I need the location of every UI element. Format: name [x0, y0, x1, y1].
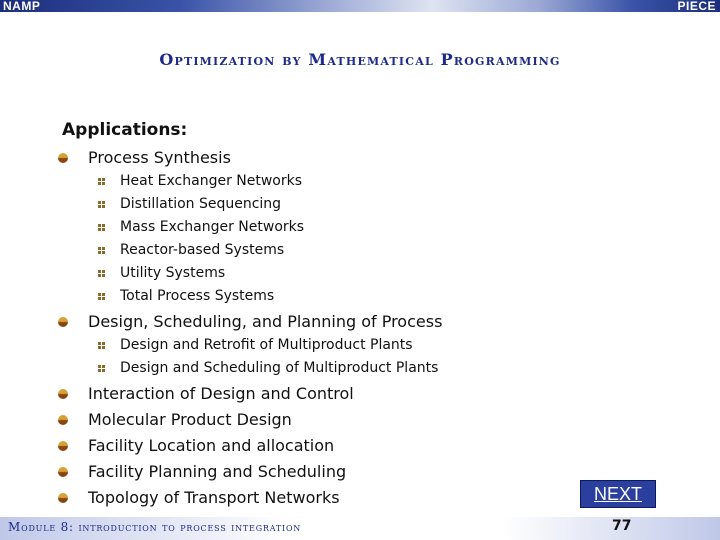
sub-bullet-icon: [98, 178, 105, 185]
bullet-icon: [58, 389, 68, 399]
bullet-icon: [58, 467, 68, 477]
list-item-design-control: Interaction of Design and Control: [88, 384, 354, 403]
list-item-process-synthesis: Process Synthesis: [88, 148, 231, 167]
sub-item: Utility Systems: [120, 265, 226, 281]
sub-item: Distillation Sequencing: [120, 196, 282, 212]
page-number: 77: [612, 518, 632, 534]
bullet-icon: [58, 493, 68, 503]
sub-bullet-icon: [98, 342, 105, 349]
header-left-label: NAMP: [3, 0, 41, 13]
bullet-icon: [58, 153, 68, 163]
sub-bullet-icon: [98, 293, 105, 300]
header-right-label: PIECE: [677, 0, 716, 13]
sub-bullet-icon: [98, 270, 105, 277]
sub-item: Mass Exchanger Networks: [120, 219, 305, 235]
slide-title: Optimization by Mathematical Programming: [159, 50, 561, 69]
list-item-facility-location: Facility Location and allocation: [88, 436, 335, 455]
sub-item: Total Process Systems: [120, 288, 275, 304]
sub-bullet-icon: [98, 247, 105, 254]
sub-item: Heat Exchanger Networks: [120, 173, 303, 189]
sub-item: Design and Scheduling of Multiproduct Plants: [120, 360, 439, 376]
sub-item: Reactor-based Systems: [120, 242, 285, 258]
bullet-icon: [58, 415, 68, 425]
sub-item: Design and Retrofit of Multiproduct Plants: [120, 337, 413, 353]
list-item-molecular-design: Molecular Product Design: [88, 410, 292, 429]
footer-module-label: Module 8: introduction to process integration: [8, 520, 302, 534]
header-bar: [0, 0, 720, 12]
sub-bullet-icon: [98, 201, 105, 208]
list-item-design-scheduling: Design, Scheduling, and Planning of Process: [88, 312, 443, 331]
bullet-icon: [58, 317, 68, 327]
bullet-icon: [58, 441, 68, 451]
sub-bullet-icon: [98, 365, 105, 372]
list-item-facility-planning: Facility Planning and Scheduling: [88, 462, 347, 481]
sub-bullet-icon: [98, 224, 105, 231]
list-item-transport-networks: Topology of Transport Networks: [88, 488, 340, 507]
next-button[interactable]: NEXT: [580, 480, 656, 508]
applications-heading: Applications:: [62, 120, 188, 140]
